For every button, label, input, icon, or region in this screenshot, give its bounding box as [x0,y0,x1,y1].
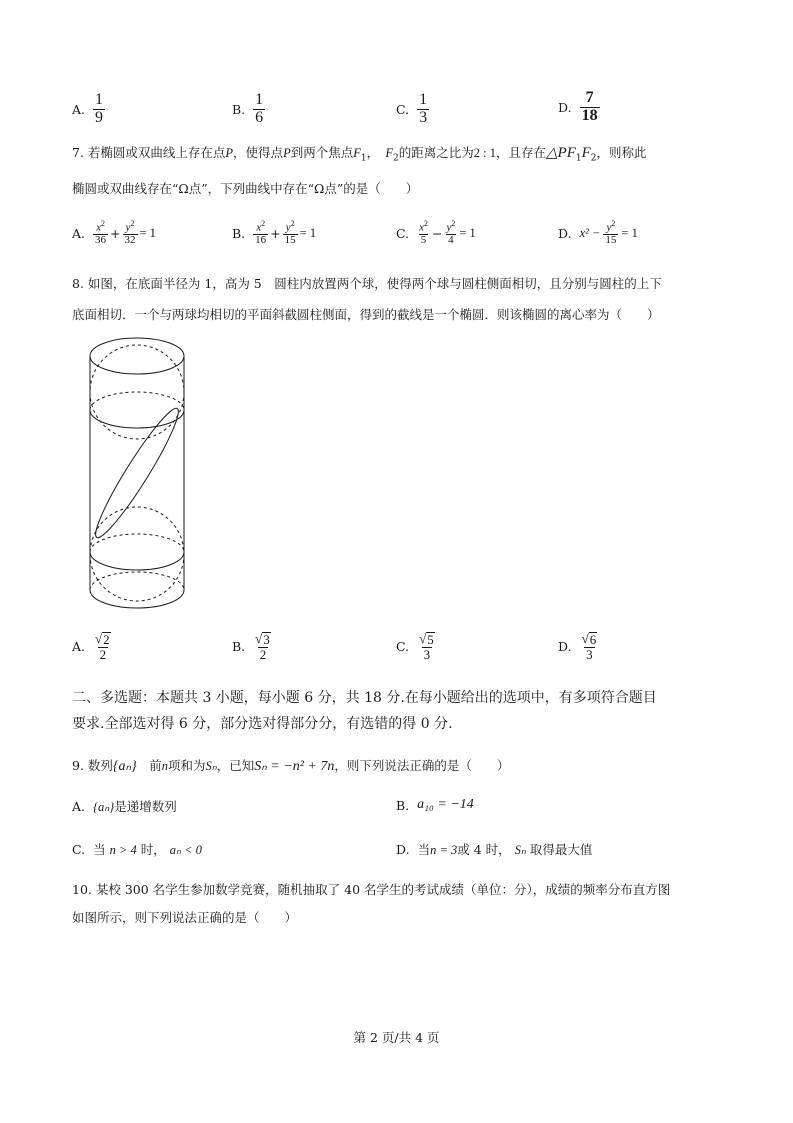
q10-stem-line1: 10. 某校 300 名学生参加数学竞赛，随机抽取了 40 名学生的考试成绩（单位：分），成绩的频率分布直方图 [72,882,671,897]
q9-option-a: A. {aₙ}是递增数列 [72,798,177,814]
upper-sphere [90,345,184,439]
lower-ring-front [90,552,184,570]
q6-option-c: C. $\frac{1}{3}$ [396,91,428,126]
cylinder-top-ellipse [90,338,184,374]
q9-stem: 9. 数列{aₙ} 前n项和为Sₙ，已知Sₙ = −n² + 7n，则下列说法正确的是（ ） [72,758,510,774]
q9-option-c: C. 当 n > 4 时， aₙ < 0 [72,841,202,857]
fraction: $\frac{1}{9}$ [95,91,104,126]
cylinder-figure [86,332,190,614]
q10-stem-line2: 如图所示，则下列说法正确的是（ ） [72,910,298,925]
q7-stem-line1: 7. 若椭圆或双曲线上存在点P，使得点P到两个焦点$F_1$， $F_2$的距离之比为2 : 1，且存在$\triangle PF_1F_2$，则称此 [72,145,647,164]
q8-option-b: B. √ 3 2 [232,631,270,662]
upper-ring-back [90,392,184,410]
cylinder-bottom-front [90,590,184,608]
fraction: $\frac{7}{18}$ [581,89,598,124]
q8-stem-line1: 8. 如图，在底面半径为 1，高为 5 圆柱内放置两个球，使得两个球与圆柱侧面相切，且分别与圆柱的上下 [72,276,662,291]
lower-ring-back [90,534,184,552]
fraction: $\frac{1}{3}$ [419,91,428,126]
section-2-line2: 要求.全部选对得 6 分，部分选对得部分分，有选错的得 0 分. [72,716,453,732]
q8-option-a: A. √ 2 2 [72,631,110,662]
q8-stem-line2: 底面相切．一个与两球均相切的平面斜截圆柱侧面，得到的截线是一个椭圆．则该椭圆的离心率为（ ） [72,307,660,322]
q8-option-d: D. √ 6 3 [558,631,597,662]
q9-option-b: B. a₁₀ = −14 [396,797,474,813]
page-footer: 第 2 页/共 4 页 [353,1030,440,1045]
lower-sphere [90,507,184,601]
q9-option-d: D. 当n = 3或 4 时， Sₙ 取得最大值 [396,841,593,857]
q6-option-b: B. $\frac{1}{6}$ [232,91,264,126]
q7-option-a: A. $\frac{x^2}{36}$ + $\frac{y^2}{32}$ = 1 [72,219,156,247]
q7-option-c: C. $\frac{x^2}{5}$ − $\frac{y^2}{4}$ = 1 [396,219,476,247]
q8-option-c: C. √ 5 3 [396,631,434,662]
q7-option-d: D. x² − $\frac{y^2}{15}$ = 1 [558,219,638,247]
q6-option-d: D. $\frac{7}{18}$ [558,89,598,124]
fraction: $\frac{1}{6}$ [255,91,264,126]
section-2-line1: 二、多选题：本题共 3 小题，每小题 6 分，共 18 分.在每小题给出的选项中，有多项符合题目 [72,690,657,706]
q7-stem-line2: 椭圆或双曲线存在“Ω点”，下列曲线中存在“Ω点”的是（ ） [72,181,419,196]
section-2-header [72,685,732,737]
q6-option-a: A. $\frac{1}{9}$ [72,91,104,126]
q7-option-b: B. $\frac{x^2}{16}$ + $\frac{y^2}{15}$ = 1 [232,219,317,247]
